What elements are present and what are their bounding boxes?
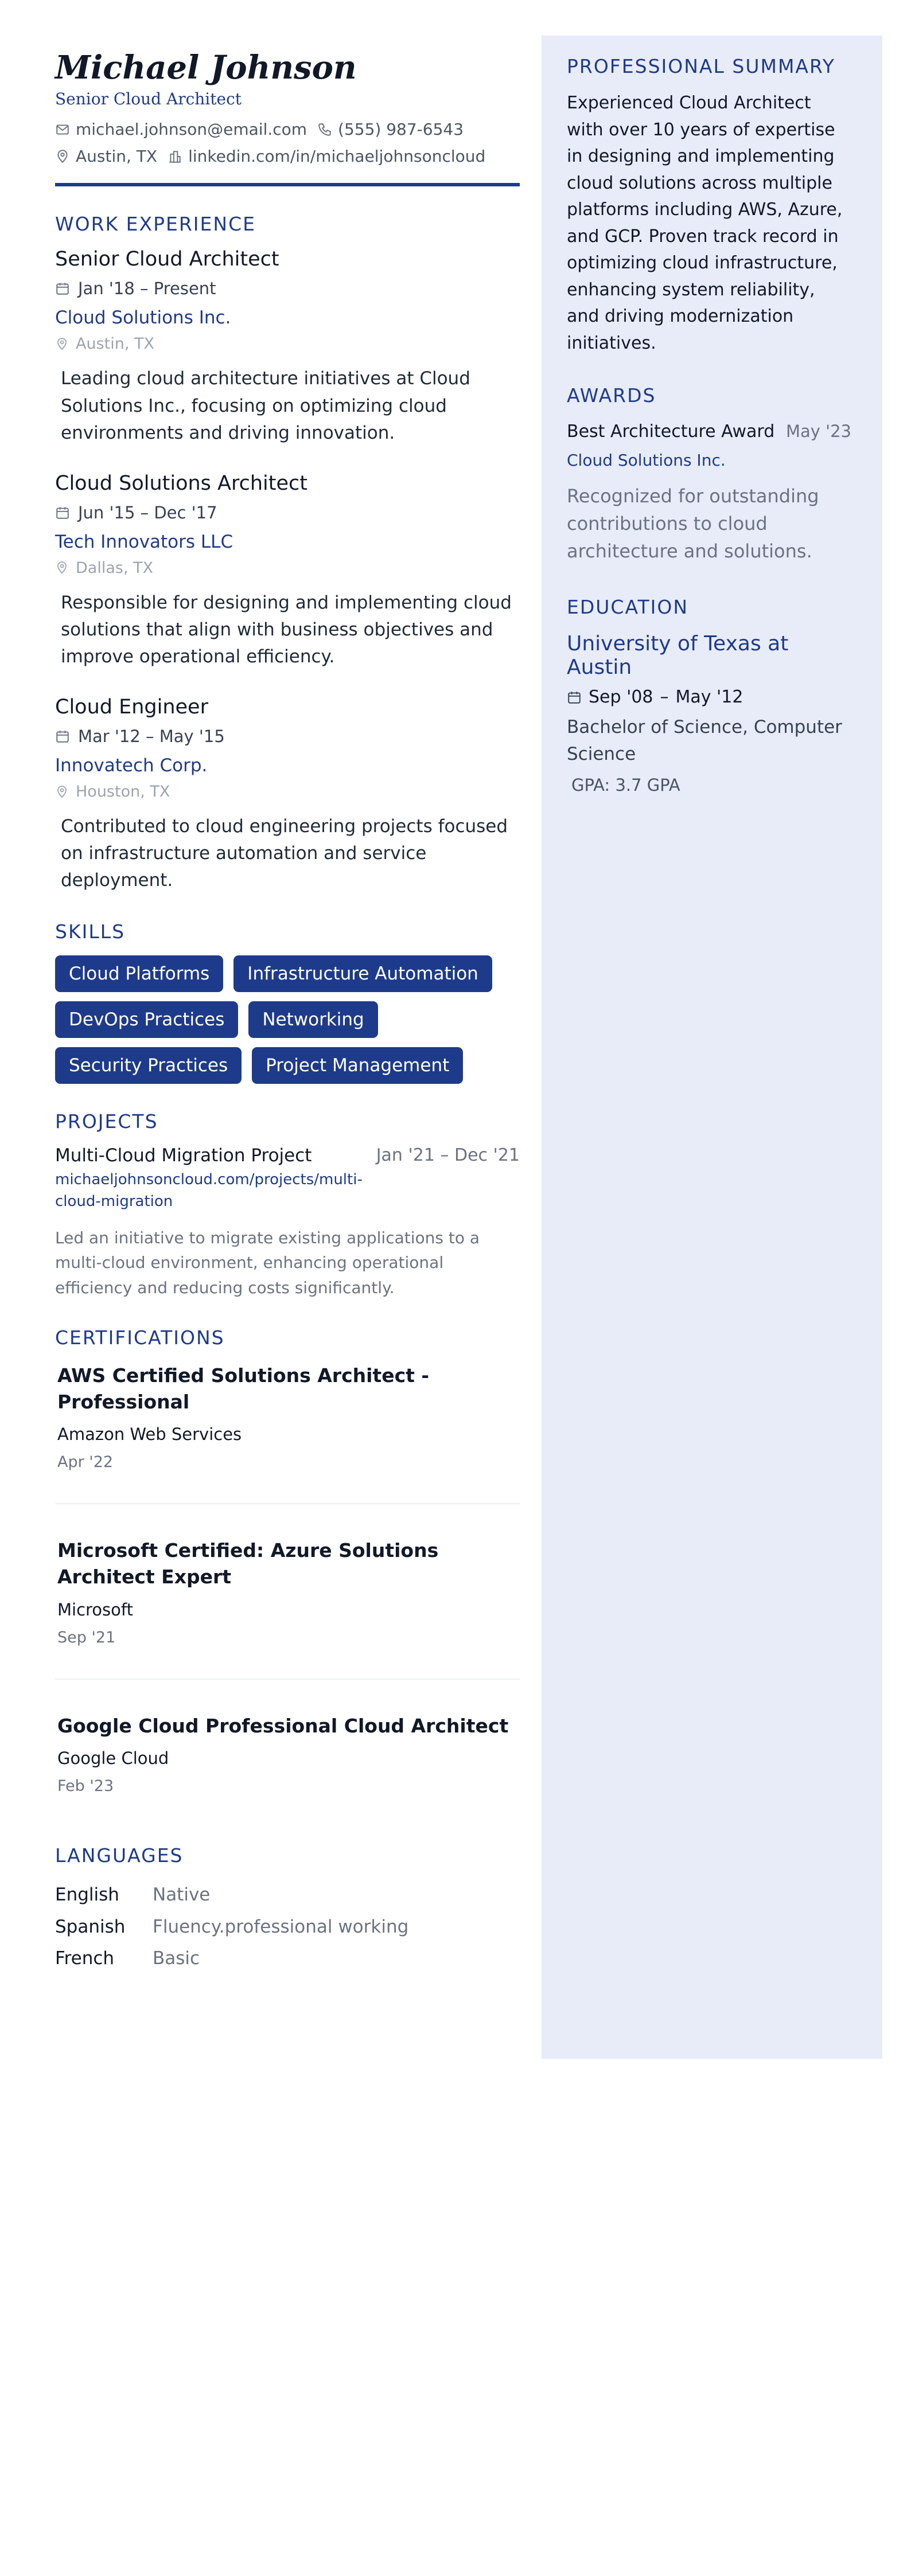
header-divider xyxy=(55,183,520,186)
project-name: Multi-Cloud Migration Project xyxy=(55,1145,312,1166)
job-location xyxy=(55,559,520,577)
phone-contact[interactable] xyxy=(317,120,464,139)
email-contact[interactable] xyxy=(55,120,307,139)
education-dates xyxy=(567,687,851,707)
job-dates-text: Jan '18 – Present xyxy=(78,279,216,299)
job-dates-text: Jun '15 – Dec '17 xyxy=(78,502,217,522)
job-title: Cloud Solutions Architect xyxy=(55,471,307,495)
sidebar-content xyxy=(567,55,851,795)
languages-heading: LANGUAGES xyxy=(55,1844,184,1867)
project-dates: Jan '21 – Dec '21 xyxy=(376,1145,520,1166)
certification-issuer: Amazon Web Services xyxy=(57,1424,242,1445)
language-name: French xyxy=(55,1948,115,1969)
calendar-icon xyxy=(55,505,70,520)
summary-heading: PROFESSIONAL SUMMARY xyxy=(567,55,835,77)
education-heading: EDUCATION xyxy=(567,596,689,618)
skill-tag: Networking xyxy=(248,1001,377,1038)
summary-text: Experienced Cloud Architect with over 10 years of expertise in designing and implementing cloud solutions across multiple platforms including AWS, Azure, and GCP. Proven track record in optimizing cloud infrastructure, enhancing system reliability, and driving modernization initiatives. xyxy=(567,93,843,353)
award-description: Recognized for outstanding contributions to cloud architecture and solutions. xyxy=(567,485,819,562)
language-row xyxy=(55,1879,520,1911)
certification-date: Feb '23 xyxy=(57,1777,114,1795)
job-entry xyxy=(55,472,520,670)
job-dates xyxy=(55,503,520,522)
job-company: Cloud Solutions Inc. xyxy=(55,307,231,329)
person-title: Senior Cloud Architect xyxy=(55,89,242,109)
job-title: Senior Cloud Architect xyxy=(55,248,279,271)
job-entry xyxy=(55,696,520,894)
sidebar-panel xyxy=(542,36,882,2059)
job-dates xyxy=(55,727,520,746)
job-company: Innovatech Corp. xyxy=(55,755,208,776)
language-name: Spanish xyxy=(55,1916,126,1937)
job-dates xyxy=(55,279,520,298)
location-pin-icon xyxy=(55,561,69,575)
job-company: Tech Innovators LLC xyxy=(55,531,233,552)
linkedin-contact[interactable] xyxy=(168,147,485,166)
skill-tag: DevOps Practices xyxy=(55,1001,238,1038)
certification-name: Microsoft Certified: Azure Solutions Architect Expert xyxy=(57,1539,439,1588)
language-row xyxy=(55,1911,520,1943)
linkedin-text: linkedin.com/in/michaeljohnsoncloud xyxy=(188,147,486,166)
project-description: Led an initiative to migrate existing applications to a multi-cloud environment, enhancing operational efficiency and reducing costs significantly. xyxy=(55,1228,480,1297)
job-description: Contributed to cloud engineering projects focused on infrastructure automation and service deployment. xyxy=(61,816,508,891)
location-pin-icon xyxy=(55,149,70,164)
award-organization: Cloud Solutions Inc. xyxy=(567,451,726,470)
language-row xyxy=(55,1943,520,1975)
certification-entry xyxy=(55,1361,520,1504)
project-link[interactable]: michaeljohnsoncloud.com/projects/multi-cloud-migration xyxy=(55,1171,363,1211)
projects-heading: PROJECTS xyxy=(55,1110,158,1133)
project-entry xyxy=(55,1145,520,1300)
job-location-text: Austin, TX xyxy=(76,335,155,353)
certification-date: Sep '21 xyxy=(57,1628,116,1646)
building-icon xyxy=(168,149,182,164)
calendar-icon xyxy=(55,729,70,744)
gpa-label: GPA: xyxy=(571,775,610,795)
job-dates-text: Mar '12 – May '15 xyxy=(78,727,225,747)
language-level: Fluency.professional working xyxy=(153,1916,409,1937)
job-location xyxy=(55,783,520,801)
language-level: Native xyxy=(153,1884,211,1905)
skill-tag: Infrastructure Automation xyxy=(233,955,492,992)
job-description: Leading cloud architecture initiatives at Cloud Solutions Inc., focusing on optimizing cloud environments and driving innovation. xyxy=(61,368,470,443)
person-name: Michael Johnson xyxy=(55,49,357,87)
main-column xyxy=(55,49,520,1975)
education-degree: Bachelor of Science, Computer Science xyxy=(567,717,842,764)
phone-icon xyxy=(317,122,332,137)
phone-text: (555) 987-6543 xyxy=(338,120,464,139)
gpa-value: 3.7 GPA xyxy=(615,775,680,795)
certification-entry xyxy=(55,1536,520,1679)
contact-row-1 xyxy=(55,120,520,139)
certification-name: AWS Certified Solutions Architect - Professional xyxy=(57,1364,430,1414)
location-text: Austin, TX xyxy=(76,147,158,166)
location-contact xyxy=(55,147,157,166)
education-start: Sep '08 xyxy=(589,687,653,707)
skill-tag: Security Practices xyxy=(55,1047,242,1084)
certification-date: Apr '22 xyxy=(57,1453,114,1472)
award-name: Best Architecture Award xyxy=(567,421,775,442)
project-header xyxy=(55,1145,520,1166)
job-location-text: Dallas, TX xyxy=(76,559,154,577)
award-date: May '23 xyxy=(785,421,851,441)
job-description: Responsible for designing and implementing cloud solutions that align with business objectives and improve operational efficiency. xyxy=(61,592,512,667)
work-experience-heading: WORK EXPERIENCE xyxy=(55,213,256,236)
certification-entry xyxy=(55,1712,520,1818)
job-location xyxy=(55,335,520,353)
certification-issuer: Google Cloud xyxy=(57,1748,169,1768)
location-pin-icon xyxy=(55,785,69,799)
education-date-separator: – xyxy=(660,687,669,707)
education-end: May '12 xyxy=(675,687,743,707)
job-title: Cloud Engineer xyxy=(55,696,208,719)
skills-heading: SKILLS xyxy=(55,920,126,943)
awards-heading: AWARDS xyxy=(567,384,656,407)
contact-row-2 xyxy=(55,147,520,166)
mail-icon xyxy=(55,122,70,137)
email-text: michael.johnson@email.com xyxy=(76,120,307,139)
calendar-icon xyxy=(567,690,582,705)
job-location-text: Houston, TX xyxy=(76,783,170,801)
language-name: English xyxy=(55,1884,119,1905)
certification-name: Google Cloud Professional Cloud Architect xyxy=(57,1714,509,1737)
skill-tag: Cloud Platforms xyxy=(55,955,223,992)
skill-tag: Project Management xyxy=(252,1047,463,1084)
education-gpa xyxy=(567,775,851,795)
award-header xyxy=(567,421,851,442)
education-school: University of Texas at Austin xyxy=(567,632,789,679)
skills-list xyxy=(55,955,514,1084)
location-pin-icon xyxy=(55,337,69,351)
job-entry xyxy=(55,248,520,446)
certifications-heading: CERTIFICATIONS xyxy=(55,1326,225,1349)
language-level: Basic xyxy=(153,1948,200,1969)
calendar-icon xyxy=(55,281,70,296)
certification-issuer: Microsoft xyxy=(57,1599,133,1619)
